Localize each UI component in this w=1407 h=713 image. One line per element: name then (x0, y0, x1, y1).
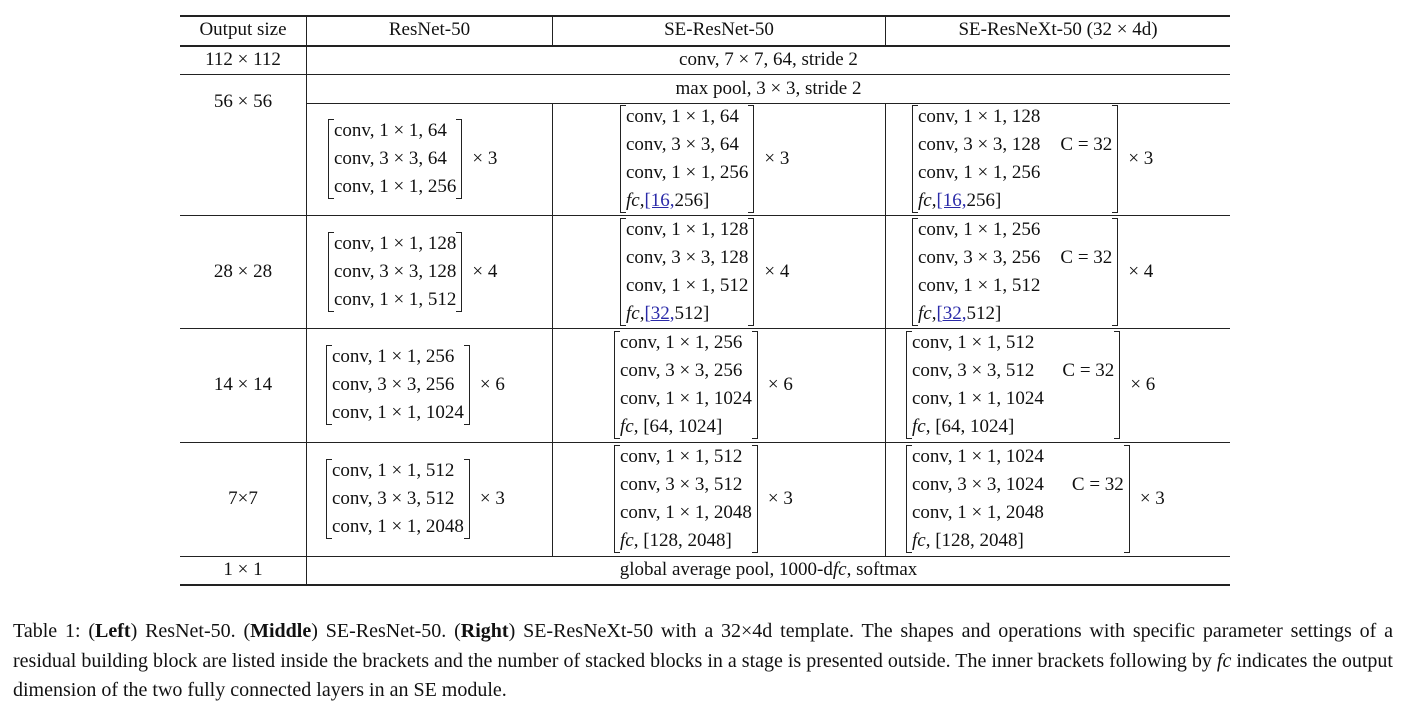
final-op (307, 556, 1230, 584)
cardinality: C = 32 (1060, 134, 1113, 155)
resnet-block (326, 442, 505, 556)
se-multiplier: × 6 (767, 374, 793, 395)
se-layer-text: conv, 3 × 3, 64 (626, 134, 739, 155)
resnet-layer-text: conv, 1 × 1, 512 (332, 460, 455, 481)
fc-dims: , [64, 1024] (925, 416, 1015, 437)
fc-dims: , [128, 2048] (633, 530, 732, 551)
fc-dims: 256] (674, 190, 710, 211)
se-layer (626, 244, 748, 272)
senext-layer (912, 385, 1114, 413)
resnet-layer (334, 230, 456, 258)
resnet-layer-text: conv, 3 × 3, 256 (332, 374, 455, 395)
resnet-layer (332, 457, 464, 485)
senext-layer (918, 131, 1112, 159)
fc-ref-link[interactable]: [16, (644, 190, 675, 211)
senext-layer (912, 471, 1124, 499)
caption-t2: ) SE-ResNet-50. ( (311, 620, 461, 642)
senext-layer-text: conv, 1 × 1, 256 (918, 218, 1041, 240)
cardinality: C = 32 (1071, 474, 1124, 495)
se-layer-text: conv, 3 × 3, 256 (620, 360, 743, 381)
pool-output: 56 × 56 (213, 91, 273, 112)
senext-multiplier: × 3 (1139, 488, 1165, 509)
senext-block (906, 328, 1155, 442)
se-layer-text: conv, 1 × 1, 2048 (620, 502, 752, 523)
caption-fc: fc (1216, 649, 1232, 672)
cardinality: C = 32 (1062, 360, 1115, 381)
se-multiplier: × 3 (764, 148, 790, 169)
fc-label: fc (626, 302, 640, 324)
se-layer-text: conv, 1 × 1, 128 (626, 218, 749, 240)
se-multiplier: × 4 (764, 260, 790, 282)
senext-bracket (906, 443, 1130, 555)
se-layer (626, 131, 748, 159)
se-bracket (614, 329, 758, 441)
senext-block (912, 215, 1153, 328)
fc-sep: , (639, 190, 645, 211)
resnet-layer-text: conv, 1 × 1, 1024 (332, 402, 464, 423)
fc-dims: 512] (966, 302, 1002, 324)
senext-bracket (912, 216, 1118, 328)
se-layer (626, 216, 748, 244)
senext-layer-text: conv, 3 × 3, 1024 (912, 474, 1044, 495)
fc-label: fc (912, 530, 926, 551)
stage-output: 28 × 28 (213, 260, 273, 282)
senext-fc-layer (918, 300, 1112, 328)
senext-layer-text: conv, 1 × 1, 1024 (912, 388, 1044, 409)
pool-op: max pool, 3 × 3, stride 2 (675, 77, 862, 99)
caption-right: Right (460, 620, 509, 642)
fc-sep: , (639, 302, 645, 324)
resnet-layer-text: conv, 1 × 1, 256 (332, 346, 455, 367)
se-block (614, 442, 793, 556)
se-layer-text: conv, 1 × 1, 256 (620, 332, 743, 353)
se-block (620, 215, 789, 328)
resnet-layer (332, 513, 464, 541)
se-layer-text: conv, 1 × 1, 512 (626, 274, 749, 296)
final-op-pre: global average pool, 1000-d (619, 559, 833, 580)
se-block (614, 328, 793, 442)
senext-layer (918, 216, 1112, 244)
senext-layer (912, 329, 1114, 357)
stem-op: conv, 7 × 7, 64, stride 2 (679, 48, 858, 70)
senext-fc-layer (912, 527, 1124, 555)
resnet-bracket (326, 457, 470, 541)
fc-dims: 512] (674, 302, 710, 324)
caption-t1: ) ResNet-50. ( (130, 620, 251, 642)
senext-layer (912, 357, 1114, 385)
fc-label: fc (620, 416, 634, 437)
fc-label: fc (626, 190, 640, 211)
senext-layer-text: conv, 1 × 1, 256 (918, 162, 1041, 183)
senext-multiplier: × 4 (1128, 260, 1154, 282)
architecture-table (180, 15, 1230, 585)
fc-sep: , (931, 302, 937, 324)
se-layer (620, 357, 752, 385)
senext-layer-text: conv, 1 × 1, 128 (918, 106, 1041, 127)
se-layer (620, 499, 752, 527)
resnet-bracket (328, 230, 462, 314)
senext-layer (912, 443, 1124, 471)
resnet-layer (332, 371, 464, 399)
resnet-block (328, 103, 497, 215)
resnet-layer-text: conv, 1 × 1, 64 (334, 120, 447, 141)
se-multiplier: × 3 (767, 488, 793, 509)
header-resnet: ResNet-50 (388, 19, 471, 40)
cardinality: C = 32 (1060, 246, 1113, 268)
header-se-resnext: SE-ResNeXt-50 (32 × 4d) (958, 19, 1158, 40)
resnet-layer-text: conv, 3 × 3, 512 (332, 488, 455, 509)
fc-label: fc (918, 302, 932, 324)
fc-sep: , (931, 190, 937, 211)
fc-ref-link[interactable]: [32, (936, 302, 967, 324)
senext-layer (918, 244, 1112, 272)
se-bracket (614, 443, 758, 555)
resnet-bracket (326, 343, 470, 427)
senext-multiplier: × 3 (1128, 148, 1154, 169)
senext-layer-text: conv, 1 × 1, 1024 (912, 446, 1044, 467)
stage-output: 14 × 14 (213, 374, 273, 395)
caption-left: Left (95, 620, 131, 642)
senext-fc-layer (918, 187, 1112, 215)
senext-fc-layer (912, 413, 1114, 441)
se-layer (626, 103, 748, 131)
resnet-layer (332, 485, 464, 513)
senext-layer-text: conv, 1 × 1, 512 (912, 332, 1035, 353)
fc-dims: , [64, 1024] (633, 416, 723, 437)
se-layer (626, 159, 748, 187)
resnet-block (326, 328, 505, 442)
resnet-layer-text: conv, 1 × 1, 2048 (332, 516, 464, 537)
resnet-multiplier: × 3 (472, 148, 498, 169)
se-layer (620, 385, 752, 413)
se-layer (626, 272, 748, 300)
vrule-2b (552, 103, 553, 556)
resnet-multiplier: × 6 (479, 374, 505, 395)
caption-label: Table 1: ( (13, 620, 96, 642)
header-se-resnet: SE-ResNet-50 (664, 19, 774, 40)
se-layer-text: conv, 1 × 1, 64 (626, 106, 739, 127)
fc-ref-link[interactable]: [16, (936, 190, 967, 211)
se-fc-layer (620, 527, 752, 555)
resnet-layer (334, 173, 456, 201)
senext-layer-text: conv, 3 × 3, 512 (912, 360, 1035, 381)
vrule-3b (885, 103, 886, 556)
fc-dims: , [128, 2048] (925, 530, 1024, 551)
fc-ref-link[interactable]: [32, (644, 302, 675, 324)
resnet-layer-text: conv, 3 × 3, 64 (334, 148, 447, 169)
se-layer-text: conv, 1 × 1, 512 (620, 446, 743, 467)
senext-block (906, 442, 1165, 556)
caption-t4: indicates the output dimension of the two fully connected layers in an SE module. (13, 649, 1393, 701)
se-fc-layer (626, 300, 748, 328)
resnet-bracket (328, 117, 462, 201)
senext-layer-text: conv, 1 × 1, 2048 (912, 502, 1044, 523)
se-bracket (620, 216, 754, 328)
fc-label: fc (620, 530, 634, 551)
senext-layer-text: conv, 1 × 1, 512 (918, 274, 1041, 296)
resnet-layer (332, 399, 464, 427)
final-op-post: , softmax (846, 559, 918, 580)
resnet-multiplier: × 3 (479, 488, 505, 509)
resnet-block (328, 215, 497, 328)
senext-multiplier: × 6 (1130, 374, 1156, 395)
senext-layer-text: conv, 3 × 3, 128 (918, 134, 1041, 155)
se-block (620, 103, 789, 215)
fc-dims: 256] (966, 190, 1002, 211)
se-layer-text: conv, 1 × 1, 256 (626, 162, 749, 183)
se-bracket (620, 103, 754, 215)
se-layer-text: conv, 1 × 1, 1024 (620, 388, 752, 409)
senext-block (912, 103, 1153, 215)
resnet-layer (334, 145, 456, 173)
resnet-layer-text: conv, 1 × 1, 256 (334, 176, 457, 197)
resnet-layer (334, 286, 456, 314)
resnet-layer-text: conv, 1 × 1, 128 (334, 232, 457, 254)
se-fc-layer (626, 187, 748, 215)
se-fc-layer (620, 413, 752, 441)
se-layer (620, 329, 752, 357)
senext-layer (918, 272, 1112, 300)
resnet-layer (334, 258, 456, 286)
senext-layer (918, 103, 1112, 131)
senext-layer (912, 499, 1124, 527)
resnet-layer (332, 343, 464, 371)
final-output: 1 × 1 (223, 559, 263, 580)
senext-layer (918, 159, 1112, 187)
senext-bracket (912, 103, 1118, 215)
table-caption (13, 617, 1393, 706)
resnet-layer-text: conv, 1 × 1, 512 (334, 288, 457, 310)
resnet-layer (334, 117, 456, 145)
se-layer (620, 443, 752, 471)
header-output-size: Output size (199, 19, 287, 40)
senext-bracket (906, 329, 1120, 441)
resnet-layer-text: conv, 3 × 3, 128 (334, 260, 457, 282)
fc-label: fc (912, 416, 926, 437)
caption-middle: Middle (250, 620, 312, 642)
fc-label: fc (918, 190, 932, 211)
final-op-fc: fc (832, 559, 847, 580)
stem-output: 112 × 112 (205, 48, 281, 70)
senext-layer-text: conv, 3 × 3, 256 (918, 246, 1041, 268)
stage-output: 7×7 (228, 488, 258, 509)
resnet-multiplier: × 4 (472, 260, 498, 282)
rule-bottom (180, 584, 1230, 586)
caption-t3: ) SE-ResNeXt-50 with a 32×4d template. The shapes and operations with specific parameter settings of a residual building block are listed inside the brackets and the number of stacked blocks in a stage is presented outside. The inner brackets following by (13, 620, 1393, 672)
se-layer-text: conv, 3 × 3, 128 (626, 246, 749, 268)
se-layer (620, 471, 752, 499)
se-layer-text: conv, 3 × 3, 512 (620, 474, 743, 495)
